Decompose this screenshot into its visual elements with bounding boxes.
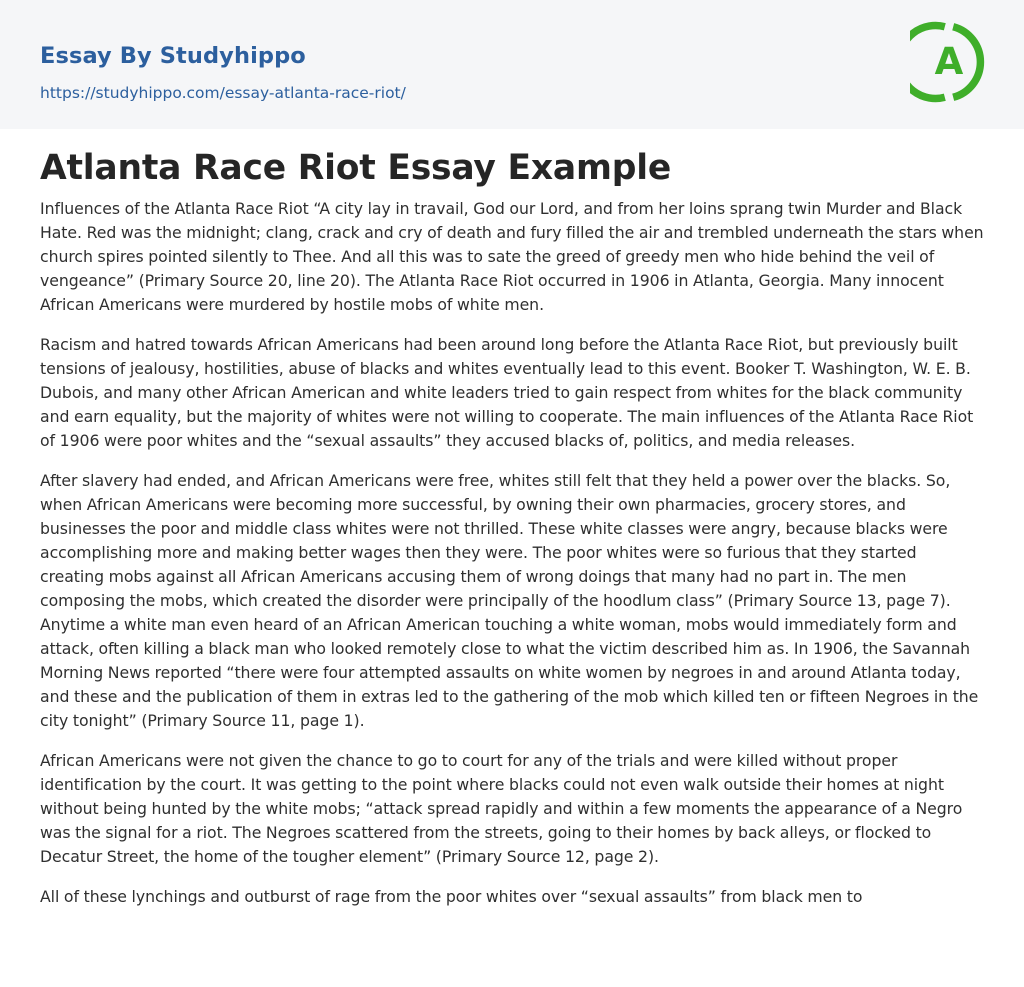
article: [0, 129, 1024, 909]
article-paragraph-3: After slavery had ended, and African Americans were free, whites still felt that they held a power over the blacks. So, when African Americans were becoming more successful, by owning their own pharmacies, grocery stores, and businesses the poor and middle class whites were not thrilled. These white classes were angry, because blacks were accomplishing more and making better wages then they were. The poor whites were so furious that they started creating mobs against all African Americans accusing them of wrong doings that many had no part in. The men composing the mobs, which created the disorder were principally of the hoodlum class” (Primary Source 13, page 7). Anytime a white man even heard of an African American touching a white woman, mobs would immediately form and attack, often killing a black man who looked remotely close to what the victim described him as. In 1906, the Savannah Morning News reported “there were four attempted assaults on white women by negroes in and around Atlanta today, and these and the publication of them in extras led to the gathering of the mob which killed ten or fifteen Negroes in the city tonight” (Primary Source 11, page 1).: [40, 471, 979, 730]
brand-title: Essay By Studyhippo: [40, 43, 306, 69]
studyhippo-logo-icon[interactable]: [910, 17, 988, 107]
article-paragraph-2: Racism and hatred towards African Americans had been around long before the Atlanta Race Riot, but previously built tensions of jealousy, hostilities, abuse of blacks and whites eventually lead to this event. Booker T. Washington, W. E. B. Dubois, and many other African American and white leaders tried to gain respect from whites for the black community and earn equality, but the majority of whites were not willing to cooperate. The main influences of the Atlanta Race Riot of 1906 were poor whites and the “sexual assaults” they accused blacks of, politics, and media releases.: [40, 335, 974, 450]
page-title: Atlanta Race Riot Essay Example: [40, 148, 672, 188]
site-header: [0, 0, 1024, 129]
article-paragraph-1: Influences of the Atlanta Race Riot “A city lay in travail, God our Lord, and from her loins sprang twin Murder and Black Hate. Red was the midnight; clang, crack and cry of death and fury filled the air and trembled underneath the stars when church spires pointed silently to Thee. And all this was to sate the greed of greedy men who hide behind the veil of vengeance” (Primary Source 20, line 20). The Atlanta Race Riot occurred in 1906 in Atlanta, Georgia. Many innocent African Americans were murdered by hostile mobs of white men.: [40, 199, 984, 314]
logo-letter: A: [934, 40, 964, 83]
article-paragraph-4: African Americans were not given the chance to go to court for any of the trials and were killed without proper identification by the court. It was getting to the point where blacks could not even walk outside their homes at night without being hunted by the white mobs; “attack spread rapidly and within a few moments the appearance of a Negro was the signal for a riot. The Negroes scattered from the streets, going to their homes by back alleys, or flocked to Decatur Street, the home of the tougher element” (Primary Source 12, page 2).: [40, 751, 963, 866]
source-url-link[interactable]: https://studyhippo.com/essay-atlanta-race-riot/: [40, 84, 406, 102]
article-paragraph-5: All of these lynchings and outburst of rage from the poor whites over “sexual assaults” from black men to: [40, 887, 863, 906]
